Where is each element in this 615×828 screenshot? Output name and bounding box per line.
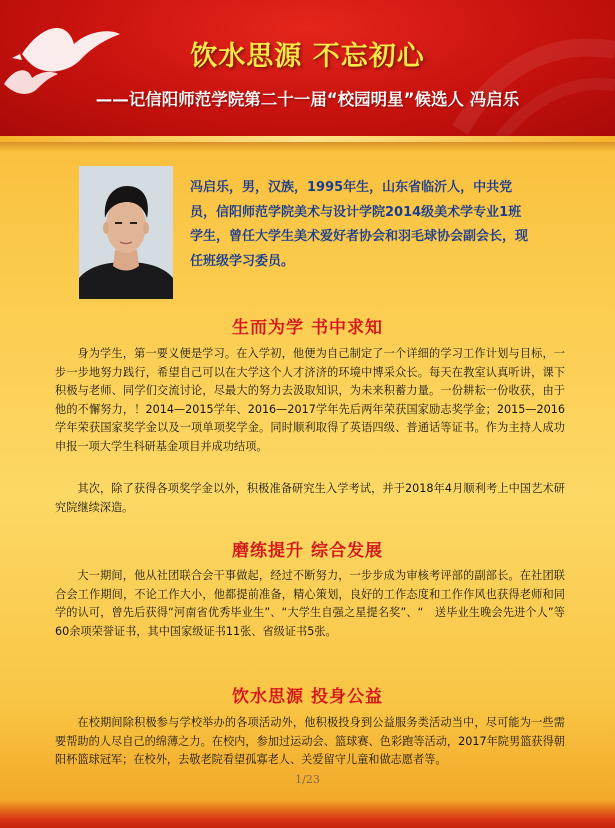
page-title: 饮水思源 不忘初心 <box>190 41 425 72</box>
header-banner <box>0 0 615 138</box>
page-indicator: 1/23 <box>295 773 320 786</box>
section-title-welfare: 饮水思源 投身公益 <box>232 687 383 707</box>
page-subtitle: ——记信阳师范学院第二十一届“校园明星”候选人 冯启乐 <box>95 90 520 109</box>
section-title-development: 磨练提升 综合发展 <box>232 541 383 561</box>
portrait-photo <box>79 166 173 299</box>
header-shadow <box>0 142 615 152</box>
bottom-decoration <box>0 800 615 828</box>
section-title-study: 生而为学 书中求知 <box>232 318 383 338</box>
section-study-paragraph-1: 身为学生，第一要义便是学习。在入学初，他便为自己制定了一个详细的学习工作计划与目标，一步一步地努力践行，希望自己可以在大学这个人才济济的环境中博采众长。每天在教室认真听讲，课下积极与老师、同学们交流讨论，尽最大的努力去汲取知识，为未来积蓄力量。一份耕耘一份收获，由于他的不懈努力，！2014—2015学年、2016—2017学年先后两年荣获国家励志奖学金；2015—2016学年荣获国家奖学金以及一项单项奖学金。同时顺利取得了英语四级、普通话等证书。作为主持人成功申报一项大学生科研基金项目并成功结项。 <box>55 347 565 453</box>
section-study-paragraph-2: 其次，除了获得各项奖学金以外，积极准备研究生入学考试，并于2018年4月顺利考上中国艺术研究院继续深造。 <box>55 482 565 514</box>
intro-text: 冯启乐，男，汉族，1995年生，山东省临沂人，中共党员，信阳师范学院美术与设计学院2014级美术学专业1班学生，曾任大学生美术爱好者协会和羽毛球协会副会长，现任班级学习委员。 <box>190 180 529 269</box>
section-development-paragraph-1: 大一期间，他从社团联合会干事做起，经过不断努力，一步步成为审核考评部的副部长。在社团联合会工作期间，不论工作大小，他都提前准备，精心策划，良好的工作态度和工作作风也获得老师和同学的认可，曾先后获得“河南省优秀毕业生”、“大学生自强之星提名奖”、“ 送毕业生晚会先进个人”等60余项荣誉证书，其中国家级证书11张、省级证书5张。 <box>55 569 565 638</box>
section-welfare-paragraph-1: 在校期间除积极参与学校举办的各项活动外，他积极投身到公益服务类活动当中，尽可能为一些需要帮助的人尽自己的绵薄之力。在校内，参加过运动会、篮球赛、色彩跑等活动，2017年院男篮获得朝阳杯篮球冠军；在校外，去敬老院看望孤寡老人、关爱留守儿童和做志愿者等。 <box>55 716 565 767</box>
